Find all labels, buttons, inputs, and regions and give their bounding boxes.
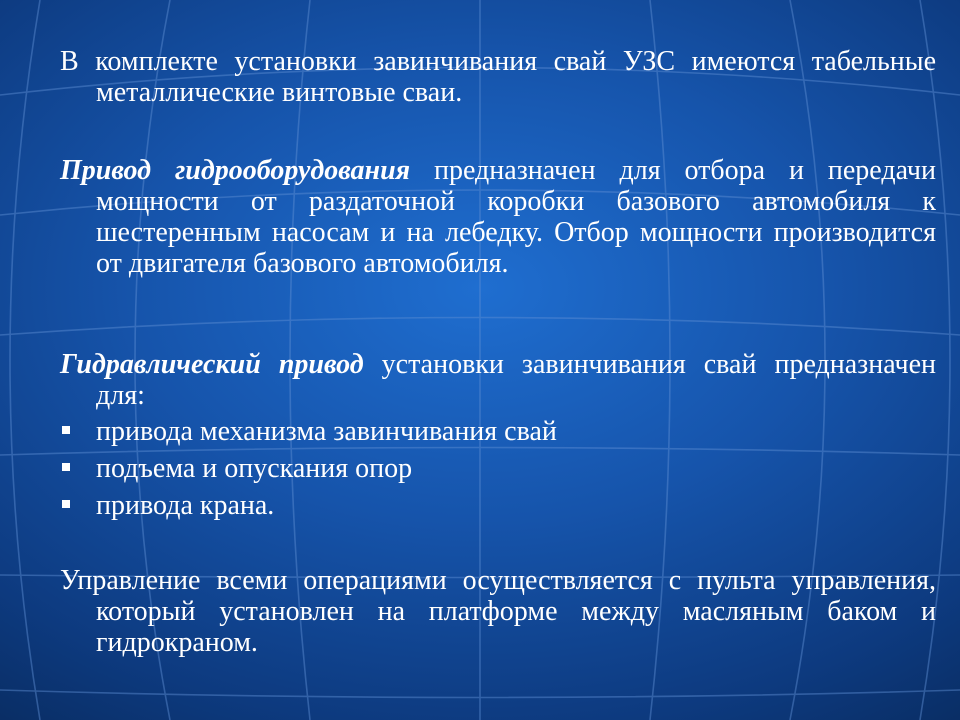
paragraph-piles — [60, 46, 936, 108]
paragraph-hydraulic-drive-text: установки завинчивания свай предназначен для: — [96, 349, 937, 411]
paragraph-hydraulic-drive — [60, 349, 936, 411]
list-item — [60, 487, 900, 524]
term-hydraulic-drive: Гидравлический привод — [60, 349, 364, 380]
paragraph-control-panel — [60, 565, 936, 658]
list-item-text: привода крана. — [96, 490, 275, 521]
paragraph-hydraulic-equipment-drive — [60, 155, 936, 279]
square-bullet-icon — [62, 426, 70, 434]
list-item-text: подъема и опускания опор — [96, 453, 413, 484]
square-bullet-icon — [62, 463, 70, 471]
hydraulic-drive-purpose-list — [60, 413, 900, 524]
square-bullet-icon — [62, 500, 70, 508]
list-item — [60, 450, 900, 487]
paragraph-control-panel-text: Управление всеми операциями осуществляется с пульта управления, который установлен на платформе между масляным баком и гидрокраном. — [60, 565, 936, 658]
term-hydraulic-equipment-drive: Привод гидрооборудования — [60, 155, 411, 186]
list-item — [60, 413, 900, 450]
paragraph-hydraulic-equipment-drive-text: предназначен для отбора и передачи мощности от раздаточной коробки базового автомобиля к шестеренным насосам и на лебедку. Отбор мощности производится от двигателя базового автомобиля. — [96, 155, 936, 279]
paragraph-piles-text: В комплекте установки завинчивания свай УЗС имеются табельные металлические винтовые сваи. — [60, 46, 936, 108]
list-item-text: привода механизма завинчивания свай — [96, 416, 557, 447]
